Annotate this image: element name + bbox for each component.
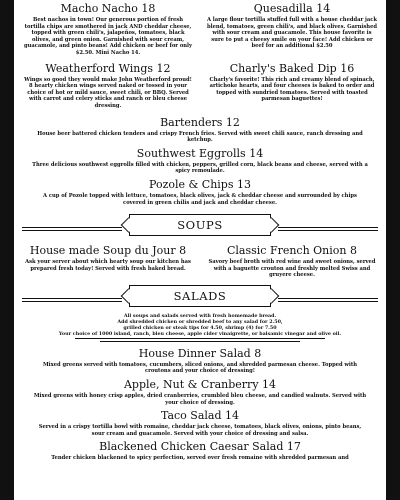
item-title: Classic French Onion 8 [226, 244, 357, 258]
item-title: Quesadilla 14 [253, 2, 331, 15]
salads-note [22, 313, 378, 342]
menu-item-pozole-chips [22, 178, 378, 206]
divider [278, 298, 378, 299]
item-description: Three delicious southwest eggrolls filled with chicken, peppers, grilled corn, black beans and cheese, served with a spicy remoulade. [32, 161, 368, 175]
divider [22, 227, 122, 228]
divider [22, 298, 122, 299]
item-description: Mixed greens served with tomatoes, cucumbers, sliced onions, and shredded parmesan cheese. Topped with croutons and your choice of dressing! [42, 361, 358, 375]
item-description: Best nachos in town! Our generous portion of fresh tortilla chips are smothered in jack AND cheddar cheese, topped with green chili's, jalapeños, tomatoes, black olives, and green onion. Garnished with sour cream, guacamole, and pinto beans! Add chicken or beef for only $2.50. Mini Nacho 14. [23, 17, 193, 56]
divider [278, 227, 378, 228]
menu-item-southwest-eggrolls [22, 147, 378, 175]
item-description: Wings so good they would make John Weatherford proud! 8 hearty chicken wings served naked or tossed in your choice of hot or mild sauce, sweet chili, or BBQ. Served with carrot and celery sticks and ranch or bleu cheese dressing. [24, 76, 192, 109]
item-title: Taco Salad 14 [160, 409, 240, 423]
item-title: House made Soup du Jour 8 [29, 244, 187, 258]
section-title: SALADS [173, 288, 227, 303]
banner-ornament [264, 288, 280, 304]
divider [22, 230, 122, 231]
right-border-rail [386, 0, 400, 500]
soups-banner [129, 214, 271, 236]
menu-item-quesadilla [206, 2, 378, 57]
menu-item-bartenders [22, 116, 378, 144]
salads-banner [129, 285, 271, 307]
item-description: Tender chicken blackened to spicy perfection, served over fresh romaine with shredded parmesan and [51, 455, 349, 462]
item-title: Bartenders 12 [160, 115, 240, 129]
appetizer-row-2 [22, 62, 378, 110]
item-title: Weatherford Wings 12 [45, 61, 171, 75]
menu-item-weatherford-wings [22, 62, 194, 110]
menu-item-blackened-chicken-caesar [22, 440, 378, 462]
note-underline [22, 338, 378, 342]
salads-note-line: Add shredded chicken or shredded beef to any salad for 2.50, [117, 318, 283, 325]
divider [278, 230, 378, 231]
banner-ornament [121, 217, 137, 233]
item-description: Charly's favorite! This rich and creamy blend of spinach, artichoke hearts, and four cheeses is baked to order and topped with sundried tomatoes. Served with toasted parmesan baguettes! [209, 76, 375, 103]
soups-section-header [22, 214, 378, 240]
menu-item-french-onion [206, 244, 378, 279]
menu-item-taco-salad [22, 409, 378, 437]
divider [278, 301, 378, 302]
salads-section-header [22, 285, 378, 311]
menu-item-macho-nacho [22, 2, 194, 57]
salads-note-line: grilled chicken or steak tips for 4.50, shrimp (4) for 7.50 [123, 324, 277, 331]
menu-item-charlys-baked-dip [206, 62, 378, 110]
item-title: House Dinner Salad 8 [138, 346, 262, 360]
item-description: Ask your server about which hearty soup our kitchen has prepared fresh today! Served with fresh baked bread. [25, 259, 191, 272]
menu-item-soup-du-jour [22, 244, 194, 279]
divider [100, 341, 300, 342]
item-description: Savory beef broth with red wine and sweet onions, served with a baguette crouton and freshly melted Swiss and gruyere cheese. [208, 259, 376, 279]
appetizer-row-1 [22, 2, 378, 57]
item-title: Macho Nacho 18 [60, 2, 156, 15]
item-title: Charly's Baked Dip 16 [229, 61, 355, 75]
divider [75, 338, 325, 339]
item-title: Pozole & Chips 13 [148, 177, 251, 191]
item-description: A large flour tortilla stuffed full with a house cheddar jack blend, tomatoes, green chili's, and black olives. Garnished with sour cream and guacamole. This house favorite is sure to put a cheesy smile on your face! Add chicken or beef for an additional $2.50 [206, 17, 378, 50]
item-description: House beer battered chicken tenders and crispy French fries. Served with sweet chili sauce, ranch dressing and ketchup. [37, 130, 363, 144]
soups-row [22, 244, 378, 279]
salads-note-line: All soups and salads served with fresh homemade bread. [123, 312, 277, 319]
item-title: Apple, Nut & Cranberry 14 [123, 378, 277, 392]
banner-ornament [121, 288, 137, 304]
item-title: Blackened Chicken Caesar Salad 17 [99, 440, 301, 454]
menu-content [22, 0, 378, 500]
divider [22, 301, 122, 302]
item-description: Mixed greens with honey crisp apples, dried cranberries, crumbled bleu cheese, and candied walnuts. Served with your choice of dressing. [33, 393, 367, 406]
left-border-rail [0, 0, 14, 500]
banner-ornament [264, 217, 280, 233]
item-description: A cup of Pozole topped with lettuce, tomatoes, black olives, jack & cheddar cheese and surrounded by chips covered in green chilis and jack and cheddar cheese. [43, 192, 357, 206]
item-description: Served in a crispy tortilla bowl with romaine, cheddar jack cheese, tomatoes, black olives, onions, pinto beans, sour cream and guacamole. Served with your choice of dressing and salsa. [38, 424, 362, 437]
section-title: SOUPS [177, 218, 223, 233]
menu-item-apple-nut-cranberry [22, 378, 378, 406]
salads-note-line: Your choice of 1000 island, ranch, bleu cheese, apple cider vinaigrette, or balsamic vinegar and olive oil. [58, 330, 342, 337]
item-title: Southwest Eggrolls 14 [136, 146, 264, 160]
menu-item-house-dinner-salad [22, 347, 378, 375]
